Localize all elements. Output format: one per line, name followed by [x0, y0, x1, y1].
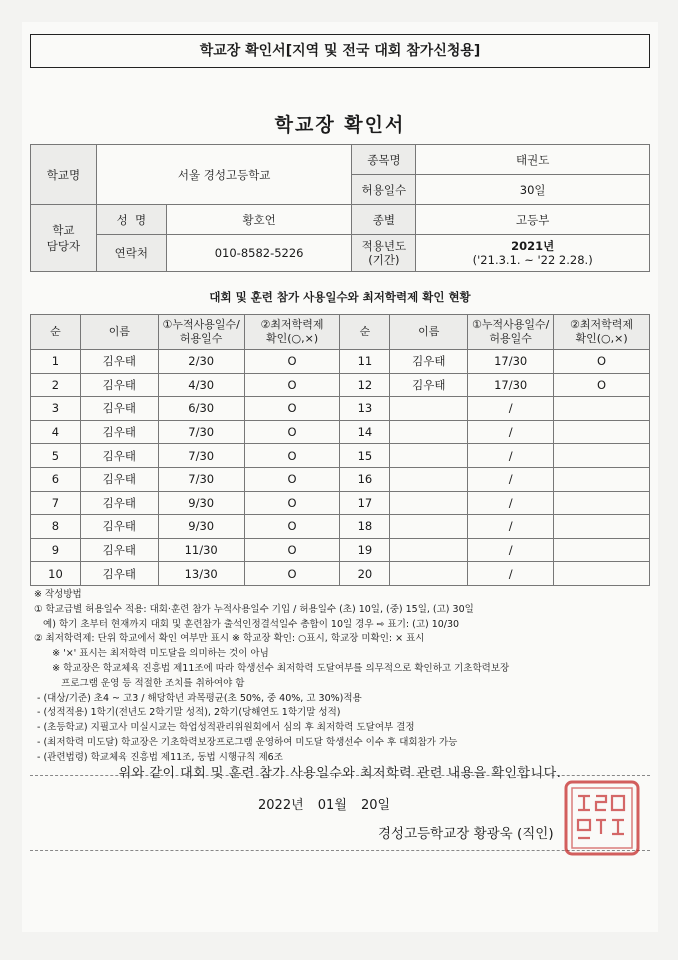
row-check [554, 420, 650, 444]
note-line: - (대상/기준) 초4 ~ 고3 / 해당학년 과목평균(초 50%, 중 40%, 고 30%)적용 [34, 692, 362, 704]
row-no: 4 [31, 420, 81, 444]
row-name: 김우태 [80, 373, 158, 397]
row-check: O [554, 350, 650, 374]
row-no: 17 [340, 491, 390, 515]
signature-date: 2022년 01월 20일 [258, 798, 391, 813]
note-line: - (성적적용) 1학기(전년도 2학기말 성적), 2학기(당해연도 1학기말 성적) [34, 707, 341, 719]
note-line: ※ '×' 표시는 최저학력 미도달을 의미하는 것이 아님 [34, 648, 269, 660]
row-check [554, 467, 650, 491]
row-days: / [468, 562, 554, 586]
name-value: 황호언 [166, 205, 352, 235]
row-name: 김우태 [80, 420, 158, 444]
row-days: 7/30 [158, 444, 244, 468]
manager-label [31, 205, 97, 272]
year-cell [416, 235, 650, 272]
sport-label: 종목명 [352, 145, 416, 175]
row-days: 17/30 [468, 350, 554, 374]
row-name: 김우태 [80, 467, 158, 491]
header-days-line1: ①누적사용일수/ [162, 318, 240, 331]
row-check: O [244, 397, 340, 421]
year-value: 2021년 [511, 239, 555, 253]
usage-header-row [31, 315, 650, 350]
contact-value: 010-8582-5226 [166, 235, 352, 272]
row-check: O [244, 350, 340, 374]
header-check-right [554, 315, 650, 350]
header-check-line2: 확인(○,×) [575, 332, 628, 345]
header-days-line1: ①누적사용일수/ [471, 318, 550, 331]
row-no: 10 [31, 562, 81, 586]
usage-table [30, 314, 650, 586]
allowed-days-value: 30일 [416, 175, 650, 205]
usage-title: 대회 및 훈련 참가 사용일수와 최저학력제 확인 현황 [209, 290, 471, 304]
row-name: 김우태 [80, 350, 158, 374]
table-row [31, 373, 650, 397]
header-no-left: 순 [31, 315, 81, 350]
row-no: 2 [31, 373, 81, 397]
contact-label: 연락처 [96, 235, 166, 272]
row-name [390, 420, 468, 444]
row-check [554, 538, 650, 562]
row-name: 김우태 [80, 397, 158, 421]
row-check: O [244, 467, 340, 491]
header-days-line2: 허용일수 [179, 332, 223, 345]
row-days: 11/30 [158, 538, 244, 562]
row-no: 3 [31, 397, 81, 421]
row-days: / [468, 515, 554, 539]
row-days: 6/30 [158, 397, 244, 421]
row-check: O [244, 538, 340, 562]
table-row [31, 538, 650, 562]
row-days: 13/30 [158, 562, 244, 586]
table-row [31, 467, 650, 491]
official-seal-icon [560, 776, 644, 860]
principal-signature: 경성고등학교장 황광욱 (직인) [378, 826, 554, 842]
note-line: - (관련법령) 학교체육 진흥법 제11조, 동법 시행규칙 제6조 [34, 751, 283, 763]
table-row [31, 491, 650, 515]
document-header-title: 학교장 확인서[지역 및 전국 대회 참가신청용] [30, 34, 650, 68]
row-name: 김우태 [390, 350, 468, 374]
row-no: 5 [31, 444, 81, 468]
table-row [31, 562, 650, 586]
school-info-table [30, 144, 650, 272]
document-title: 학교장 확인서 [274, 114, 406, 136]
row-name: 김우태 [80, 538, 158, 562]
row-check: O [244, 420, 340, 444]
row-no: 12 [340, 373, 390, 397]
row-days: 9/30 [158, 515, 244, 539]
table-row [31, 397, 650, 421]
row-no: 8 [31, 515, 81, 539]
row-no: 7 [31, 491, 81, 515]
row-days: / [468, 467, 554, 491]
period-value: ('21.3.1. ~ '22 2.28.) [472, 253, 593, 267]
division-value: 고등부 [416, 205, 650, 235]
note-line: 프로그램 운영 등 적절한 조치를 취하여야 함 [34, 677, 245, 689]
table-row [31, 350, 650, 374]
row-check [554, 397, 650, 421]
row-name: 김우태 [80, 515, 158, 539]
note-line: ※ 학교장은 학교체육 진흥법 제11조에 따라 학생선수 최저학력 도달여부를 의무적으로 확인하고 기초학력보장 [34, 662, 510, 674]
row-no: 1 [31, 350, 81, 374]
header-name-right: 이름 [390, 315, 468, 350]
row-days: 4/30 [158, 373, 244, 397]
row-days: 9/30 [158, 491, 244, 515]
header-check-line1: ②최저학력제 [260, 318, 324, 331]
header-check-left [244, 315, 340, 350]
row-check: O [554, 373, 650, 397]
row-name [390, 515, 468, 539]
row-no: 15 [340, 444, 390, 468]
row-days: 2/30 [158, 350, 244, 374]
header-days-right [468, 315, 554, 350]
division-label: 종별 [352, 205, 416, 235]
header-days-line2: 허용일수 [489, 332, 532, 345]
row-check [554, 515, 650, 539]
year-label-line2: (기간) [368, 253, 400, 267]
row-days: / [468, 491, 554, 515]
row-name: 김우태 [390, 373, 468, 397]
row-no: 6 [31, 467, 81, 491]
note-line: ① 학교급별 허용일수 적용: 대회·훈련 참가 누적사용일수 기입 / 허용일수 (초) 10일, (중) 15일, (고) 30일 [34, 603, 474, 615]
note-line: ② 최저학력제: 단위 학교에서 확인 여부만 표시 ※ 학교장 확인: ○표시, 학교장 미확인: × 표시 [34, 633, 425, 645]
note-line: ※ 작성방법 [34, 589, 82, 600]
row-no: 18 [340, 515, 390, 539]
allowed-days-label: 허용일수 [352, 175, 416, 205]
header-check-line1: ②최저학력제 [570, 318, 634, 331]
note-line: - (최저학력 미도달) 학교장은 기초학력보장프로그램 운영하여 미도달 학생선수 이수 후 대회참가 가능 [34, 736, 458, 748]
table-row [31, 515, 650, 539]
row-check [554, 444, 650, 468]
row-check: O [244, 491, 340, 515]
row-name [390, 397, 468, 421]
row-no: 19 [340, 538, 390, 562]
confirmation-text: 위와 같이 대회 및 훈련 참가 사용일수와 최저학력 관련 내용을 확인합니다. [118, 766, 562, 781]
row-name: 김우태 [80, 444, 158, 468]
row-days: 7/30 [158, 467, 244, 491]
row-name: 김우태 [80, 491, 158, 515]
row-no: 16 [340, 467, 390, 491]
row-name [390, 538, 468, 562]
row-days: 17/30 [468, 373, 554, 397]
row-days: / [468, 420, 554, 444]
row-name: 김우태 [80, 562, 158, 586]
row-no: 14 [340, 420, 390, 444]
table-row [31, 420, 650, 444]
school-label: 학교명 [31, 145, 97, 205]
year-label-line1: 적용년도 [361, 239, 407, 253]
year-label [352, 235, 416, 272]
school-value: 서울 경성고등학교 [96, 145, 352, 205]
row-no: 13 [340, 397, 390, 421]
bottom-divider-line [30, 850, 650, 851]
row-name [390, 562, 468, 586]
row-check: O [244, 373, 340, 397]
row-no: 9 [31, 538, 81, 562]
row-check: O [244, 562, 340, 586]
row-days: 7/30 [158, 420, 244, 444]
table-row [31, 444, 650, 468]
row-check: O [244, 515, 340, 539]
header-name-left: 이름 [80, 315, 158, 350]
name-label: 성 명 [96, 205, 166, 235]
row-check [554, 562, 650, 586]
sport-value: 태권도 [416, 145, 650, 175]
row-no: 20 [340, 562, 390, 586]
row-name [390, 491, 468, 515]
header-days-left [158, 315, 244, 350]
row-name [390, 444, 468, 468]
manager-label-line1: 학교 [52, 223, 75, 237]
header-no-right: 순 [340, 315, 390, 350]
row-check [554, 491, 650, 515]
row-check: O [244, 444, 340, 468]
row-no: 11 [340, 350, 390, 374]
writing-notes [34, 588, 654, 766]
manager-label-line2: 담당자 [46, 239, 81, 253]
row-days: / [468, 444, 554, 468]
header-check-line2: 확인(○,×) [265, 332, 319, 345]
row-days: / [468, 538, 554, 562]
note-line: 예) 학기 초부터 현재까지 대회 및 훈련참가 출석인정결석일수 총합이 10일 경우 ⇨ 표기: (고) 10/30 [34, 618, 460, 630]
row-days: / [468, 397, 554, 421]
row-name [390, 467, 468, 491]
note-line: - (초등학교) 지필고사 미실시교는 학업성적관리위원회에서 심의 후 최저학력 도달여부 결정 [34, 722, 415, 734]
